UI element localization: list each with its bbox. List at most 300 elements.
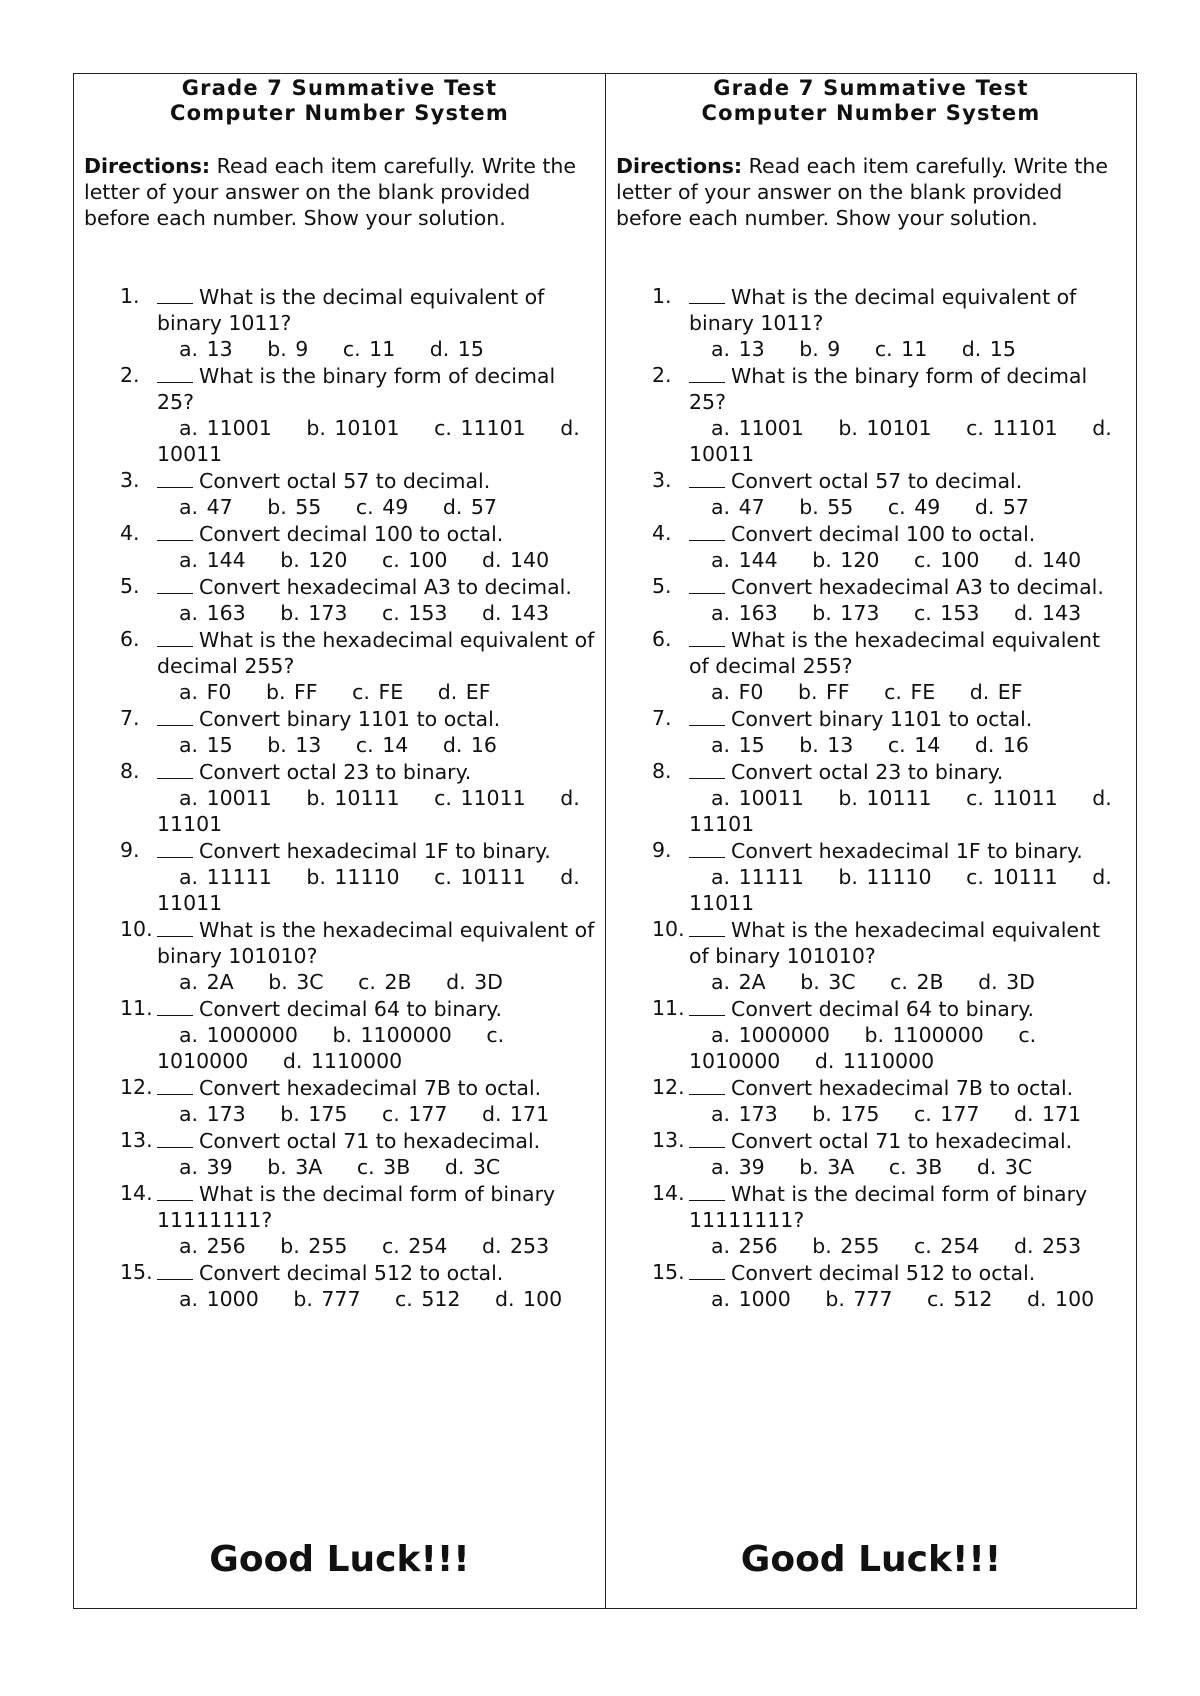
answer-choice: d. 253 [1013, 1234, 1082, 1258]
answer-choice: c. 512 [395, 1287, 461, 1311]
question-item [84, 520, 595, 573]
answer-choices [689, 969, 1126, 995]
answer-choice: d. EF [437, 680, 491, 704]
question-line [157, 837, 595, 864]
answer-blank[interactable] [689, 758, 725, 779]
answer-blank[interactable] [157, 1074, 193, 1095]
question-item [84, 705, 595, 758]
answer-choice: a. 173 [179, 1102, 246, 1126]
answer-choice: d. 16 [974, 733, 1029, 757]
question-line [157, 626, 595, 679]
answer-blank[interactable] [689, 362, 725, 383]
answer-choice: d. 100 [1027, 1287, 1095, 1311]
question-number: 6. [652, 627, 672, 651]
question-number: 15. [120, 1260, 153, 1284]
answer-choice: b. 120 [812, 548, 880, 572]
question-text: Convert octal 71 to hexadecimal. [199, 1129, 541, 1153]
answer-choices [689, 1233, 1126, 1259]
question-text: Convert octal 23 to binary. [731, 760, 1004, 784]
answer-blank[interactable] [689, 573, 725, 594]
answer-choice: a. 15 [711, 733, 765, 757]
answer-choice: a. 10011 [711, 786, 804, 810]
question-text: Convert hexadecimal 1F to binary. [199, 839, 551, 863]
answer-blank[interactable] [157, 626, 193, 647]
directions-text: Read each item carefully. Write the letter of your answer on the blank provided before each number. Show your solution. [84, 154, 577, 230]
answer-choice: b. 11110 [838, 865, 932, 889]
answer-choice: b. 255 [280, 1234, 348, 1258]
question-line [157, 916, 595, 969]
question-line [689, 467, 1126, 494]
question-number: 3. [652, 468, 672, 492]
answer-choice: c. 153 [913, 601, 980, 625]
answer-choice: b. 3C [800, 970, 856, 994]
answer-blank[interactable] [689, 1180, 725, 1201]
question-item [616, 916, 1126, 995]
question-line [157, 1259, 595, 1286]
answer-choice: c. 512 [927, 1287, 993, 1311]
question-number: 11. [120, 996, 153, 1020]
question-text: What is the binary form of decimal 25? [157, 364, 556, 414]
answer-choice: b. FF [265, 680, 318, 704]
question-list [84, 283, 595, 1312]
answer-choice: c. 254 [381, 1234, 448, 1258]
answer-choice: a. 2A [711, 970, 766, 994]
answer-choices [689, 732, 1126, 758]
answer-choice: b. 10101 [306, 416, 400, 440]
answer-choice: c. 11 [342, 337, 396, 361]
answer-choice: b. 10111 [306, 786, 400, 810]
answer-choice: d. 57 [974, 495, 1029, 519]
question-text: Convert decimal 512 to octal. [731, 1261, 1036, 1285]
directions-text: Read each item carefully. Write the letter of your answer on the blank provided before each number. Show your solution. [616, 154, 1109, 230]
question-text: What is the hexadecimal equivalent of binary 101010? [157, 918, 595, 968]
question-item [616, 1127, 1126, 1180]
answer-choice: a. 15 [179, 733, 233, 757]
answer-choices [689, 336, 1126, 362]
question-line [157, 283, 595, 336]
question-number: 11. [652, 996, 685, 1020]
answer-choice: d. 253 [481, 1234, 550, 1258]
answer-blank[interactable] [689, 916, 725, 937]
question-text: What is the decimal form of binary 11111111? [689, 1182, 1088, 1232]
question-line [689, 1259, 1126, 1286]
answer-blank[interactable] [157, 1127, 193, 1148]
question-line [689, 1074, 1126, 1101]
answer-choice: a. 13 [711, 337, 765, 361]
title-line-2: Computer Number System [701, 101, 1041, 125]
question-number: 1. [120, 284, 140, 308]
answer-choices [689, 600, 1126, 626]
answer-choice: b. 173 [280, 601, 348, 625]
answer-blank[interactable] [157, 705, 193, 726]
answer-choice: c. 49 [355, 495, 409, 519]
answer-blank[interactable] [689, 1074, 725, 1095]
answer-choice: c. FE [884, 680, 936, 704]
answer-choice: d. 3C [444, 1155, 501, 1179]
question-text: Convert decimal 64 to binary. [199, 997, 503, 1021]
title-line-2: Computer Number System [170, 101, 509, 125]
answer-choices [689, 679, 1126, 705]
answer-choice: b. FF [797, 680, 850, 704]
answer-choice: b. 1100000 [332, 1023, 452, 1047]
question-number: 5. [652, 574, 672, 598]
answer-choice: a. 144 [179, 548, 246, 572]
question-text: Convert hexadecimal A3 to decimal. [199, 575, 572, 599]
question-line [689, 362, 1126, 415]
question-number: 10. [652, 917, 685, 941]
answer-choice: c. 3B [888, 1155, 943, 1179]
question-number: 10. [120, 917, 153, 941]
question-line [689, 916, 1126, 969]
answer-choice: b. 120 [280, 548, 348, 572]
question-item [616, 1259, 1126, 1312]
answer-choices [157, 600, 595, 626]
question-item [616, 758, 1126, 837]
question-text: Convert hexadecimal 7B to octal. [199, 1076, 542, 1100]
answer-blank[interactable] [157, 1180, 193, 1201]
answer-choice: d. 15 [961, 337, 1016, 361]
answer-blank[interactable] [157, 916, 193, 937]
question-number: 8. [652, 759, 672, 783]
question-text: Convert hexadecimal A3 to decimal. [731, 575, 1104, 599]
answer-choice: d. 171 [1013, 1102, 1082, 1126]
answer-choice: b. 10101 [838, 416, 932, 440]
question-number: 6. [120, 627, 140, 651]
answer-choice: a. 256 [179, 1234, 246, 1258]
question-text: Convert binary 1101 to octal. [199, 707, 501, 731]
answer-choice: b. 3C [268, 970, 324, 994]
question-text: Convert decimal 100 to octal. [731, 522, 1036, 546]
question-number: 1. [652, 284, 672, 308]
question-text: What is the hexadecimal equivalent of binary 101010? [689, 918, 1101, 968]
question-item [616, 520, 1126, 573]
test-column-right [605, 74, 1136, 1608]
answer-choice: c. 14 [355, 733, 409, 757]
good-luck-text: Good Luck!!! [740, 1539, 1002, 1580]
answer-blank[interactable] [689, 995, 725, 1016]
question-item [84, 283, 595, 362]
answer-choice: c. 10111 [434, 865, 526, 889]
answer-choices [689, 864, 1126, 916]
answer-choice: c. 177 [913, 1102, 980, 1126]
answer-choice: d. 11011 [157, 865, 580, 915]
answer-choice: d. 11101 [157, 786, 580, 836]
question-line [157, 362, 595, 415]
answer-blank[interactable] [689, 1127, 725, 1148]
answer-blank[interactable] [689, 626, 725, 647]
question-line [689, 705, 1126, 732]
answer-choice: c. 177 [381, 1102, 448, 1126]
question-number: 13. [652, 1128, 685, 1152]
question-item [616, 837, 1126, 916]
question-text: Convert hexadecimal 1F to binary. [731, 839, 1083, 863]
answer-blank[interactable] [157, 995, 193, 1016]
question-number: 4. [652, 521, 672, 545]
answer-choice: a. 39 [179, 1155, 233, 1179]
question-number: 13. [120, 1128, 153, 1152]
question-item [84, 573, 595, 626]
answer-choice: b. 9 [799, 337, 841, 361]
answer-choice: a. 11111 [179, 865, 272, 889]
directions [84, 153, 595, 231]
answer-blank[interactable] [157, 837, 193, 858]
question-line [157, 520, 595, 547]
question-number: 14. [120, 1181, 153, 1205]
answer-choice: b. 10111 [838, 786, 932, 810]
answer-choice: b. 175 [280, 1102, 348, 1126]
answer-blank[interactable] [157, 467, 193, 488]
answer-choice: a. 10011 [179, 786, 272, 810]
answer-choices [157, 732, 595, 758]
answer-choices [689, 547, 1126, 573]
question-item [84, 1127, 595, 1180]
answer-choices [157, 494, 595, 520]
question-list [616, 283, 1126, 1312]
answer-choice: c. FE [352, 680, 404, 704]
question-item [84, 1074, 595, 1127]
answer-choice: c. 49 [887, 495, 941, 519]
question-line [689, 520, 1126, 547]
answer-choice: d. 140 [1013, 548, 1082, 572]
question-line [157, 758, 595, 785]
title-line-1: Grade 7 Summative Test [713, 76, 1029, 100]
question-text: Convert decimal 64 to binary. [731, 997, 1035, 1021]
question-number: 3. [120, 468, 140, 492]
answer-choice: d. 11011 [689, 865, 1112, 915]
answer-blank[interactable] [689, 1259, 725, 1280]
answer-choice: d. 3C [976, 1155, 1033, 1179]
answer-choice: c. 11011 [434, 786, 526, 810]
question-text: Convert binary 1101 to octal. [731, 707, 1033, 731]
answer-choices [157, 336, 595, 362]
directions-label: Directions: [616, 154, 743, 178]
question-text: What is the binary form of decimal 25? [689, 364, 1088, 414]
question-line [157, 467, 595, 494]
question-line [157, 995, 595, 1022]
directions [616, 153, 1126, 231]
question-item [84, 758, 595, 837]
test-sheet [73, 73, 1137, 1609]
answer-choice: b. 1100000 [864, 1023, 984, 1047]
answer-choice: d. 143 [1013, 601, 1082, 625]
answer-choice: a. 2A [179, 970, 234, 994]
answer-choice: d. 57 [442, 495, 497, 519]
test-title [84, 76, 595, 126]
answer-blank[interactable] [157, 283, 193, 304]
question-number: 7. [120, 706, 140, 730]
answer-choice: a. 11111 [711, 865, 804, 889]
question-line [689, 758, 1126, 785]
answer-choices [689, 785, 1126, 837]
answer-choice: d. 11101 [689, 786, 1112, 836]
answer-choice: d. 1110000 [282, 1049, 403, 1073]
question-text: Convert decimal 512 to octal. [199, 1261, 504, 1285]
answer-choice: c. 1010000 [689, 1023, 1037, 1073]
question-item [616, 995, 1126, 1074]
test-title [616, 76, 1126, 126]
answer-blank[interactable] [157, 362, 193, 383]
answer-choice: b. 3A [799, 1155, 855, 1179]
question-line [689, 573, 1126, 600]
question-item [616, 467, 1126, 520]
answer-choices [157, 547, 595, 573]
test-column-left [74, 74, 605, 1608]
answer-choice: a. 47 [179, 495, 233, 519]
answer-choice: c. 11 [874, 337, 928, 361]
answer-choice: d. 140 [481, 548, 550, 572]
answer-choices [689, 1022, 1126, 1074]
answer-choice: c. 100 [913, 548, 980, 572]
answer-choice: c. 11011 [966, 786, 1058, 810]
answer-blank[interactable] [689, 283, 725, 304]
question-number: 2. [652, 363, 672, 387]
answer-choices [689, 1101, 1126, 1127]
title-line-1: Grade 7 Summative Test [181, 76, 498, 100]
question-item [84, 362, 595, 467]
question-line [157, 1074, 595, 1101]
answer-choice: d. 15 [429, 337, 484, 361]
question-text: Convert hexadecimal 7B to octal. [731, 1076, 1074, 1100]
answer-blank[interactable] [689, 705, 725, 726]
answer-choice: c. 254 [913, 1234, 980, 1258]
answer-choice: b. 9 [267, 337, 309, 361]
question-text: What is the hexadecimal equivalent of decimal 255? [689, 628, 1101, 678]
question-number: 12. [120, 1075, 153, 1099]
question-line [157, 1127, 595, 1154]
question-number: 9. [120, 838, 140, 862]
answer-choice: a. 1000000 [711, 1023, 830, 1047]
answer-choice: a. F0 [179, 680, 232, 704]
answer-choice: c. 153 [381, 601, 448, 625]
question-item [616, 705, 1126, 758]
answer-blank[interactable] [689, 467, 725, 488]
question-line [157, 1180, 595, 1233]
answer-choice: d. 16 [442, 733, 497, 757]
question-line [689, 626, 1126, 679]
answer-choice: a. 163 [711, 601, 778, 625]
answer-choices [157, 1101, 595, 1127]
answer-choices [157, 1154, 595, 1180]
answer-choice: a. 11001 [711, 416, 804, 440]
question-number: 12. [652, 1075, 685, 1099]
question-item [616, 283, 1126, 362]
question-text: What is the decimal form of binary 11111111? [157, 1182, 556, 1232]
question-line [689, 283, 1126, 336]
question-text: What is the decimal equivalent of binary 1011? [157, 285, 545, 335]
answer-choice: b. 777 [825, 1287, 893, 1311]
answer-choice: a. 1000 [711, 1287, 791, 1311]
answer-blank[interactable] [157, 758, 193, 779]
answer-choice: b. 55 [267, 495, 322, 519]
answer-choice: b. 55 [799, 495, 854, 519]
question-item [84, 995, 595, 1074]
answer-choice: a. F0 [711, 680, 764, 704]
answer-choice: b. 175 [812, 1102, 880, 1126]
answer-choice: b. 13 [267, 733, 322, 757]
answer-choice: a. 1000000 [179, 1023, 298, 1047]
answer-choice: c. 14 [887, 733, 941, 757]
question-number: 14. [652, 1181, 685, 1205]
answer-choice: d. 171 [481, 1102, 550, 1126]
question-text: Convert octal 23 to binary. [199, 760, 472, 784]
answer-choice: c. 2B [890, 970, 944, 994]
answer-blank[interactable] [689, 520, 725, 541]
question-item [84, 1259, 595, 1312]
answer-choice: b. 3A [267, 1155, 323, 1179]
answer-blank[interactable] [157, 573, 193, 594]
question-number: 4. [120, 521, 140, 545]
answer-choice: d. 3D [446, 970, 503, 994]
answer-choice: d. 10011 [157, 416, 580, 466]
answer-choice: a. 11001 [179, 416, 272, 440]
answer-blank[interactable] [689, 837, 725, 858]
question-item [84, 837, 595, 916]
question-item [616, 573, 1126, 626]
question-item [616, 626, 1126, 705]
answer-choices [157, 1022, 595, 1074]
question-item [84, 467, 595, 520]
answer-choices [689, 1286, 1126, 1312]
good-luck-text: Good Luck!!! [209, 1539, 470, 1580]
question-text: Convert octal 71 to hexadecimal. [731, 1129, 1073, 1153]
question-number: 8. [120, 759, 140, 783]
answer-choice: d. 3D [978, 970, 1035, 994]
question-line [689, 995, 1126, 1022]
question-item [616, 362, 1126, 467]
directions-label: Directions: [84, 154, 211, 178]
answer-choice: d. EF [969, 680, 1023, 704]
question-text: Convert octal 57 to decimal. [731, 469, 1023, 493]
question-number: 2. [120, 363, 140, 387]
answer-choice: b. 777 [293, 1287, 361, 1311]
answer-choices [157, 679, 595, 705]
answer-choices [689, 1154, 1126, 1180]
answer-choice: c. 1010000 [157, 1023, 505, 1073]
answer-choice: c. 10111 [966, 865, 1058, 889]
question-line [157, 573, 595, 600]
answer-choice: a. 1000 [179, 1287, 259, 1311]
question-number: 5. [120, 574, 140, 598]
answer-choice: a. 163 [179, 601, 246, 625]
question-text: What is the decimal equivalent of binary 1011? [689, 285, 1077, 335]
answer-choice: a. 39 [711, 1155, 765, 1179]
answer-choice: a. 47 [711, 495, 765, 519]
answer-blank[interactable] [157, 1259, 193, 1280]
answer-choice: c. 2B [358, 970, 412, 994]
answer-choice: d. 10011 [689, 416, 1112, 466]
question-number: 7. [652, 706, 672, 730]
answer-choice: a. 256 [711, 1234, 778, 1258]
answer-choice: c. 3B [356, 1155, 411, 1179]
question-number: 9. [652, 838, 672, 862]
answer-choice: b. 255 [812, 1234, 880, 1258]
answer-choices [157, 1286, 595, 1312]
answer-choices [157, 1233, 595, 1259]
question-item [84, 1180, 595, 1259]
answer-choices [157, 969, 595, 995]
question-item [616, 1074, 1126, 1127]
answer-blank[interactable] [157, 520, 193, 541]
question-item [84, 626, 595, 705]
answer-choices [157, 785, 595, 837]
question-text: Convert decimal 100 to octal. [199, 522, 504, 546]
answer-choice: a. 13 [179, 337, 233, 361]
answer-choices [689, 415, 1126, 467]
answer-choices [157, 864, 595, 916]
question-line [157, 705, 595, 732]
answer-choice: d. 1110000 [814, 1049, 935, 1073]
answer-choice: d. 100 [495, 1287, 563, 1311]
